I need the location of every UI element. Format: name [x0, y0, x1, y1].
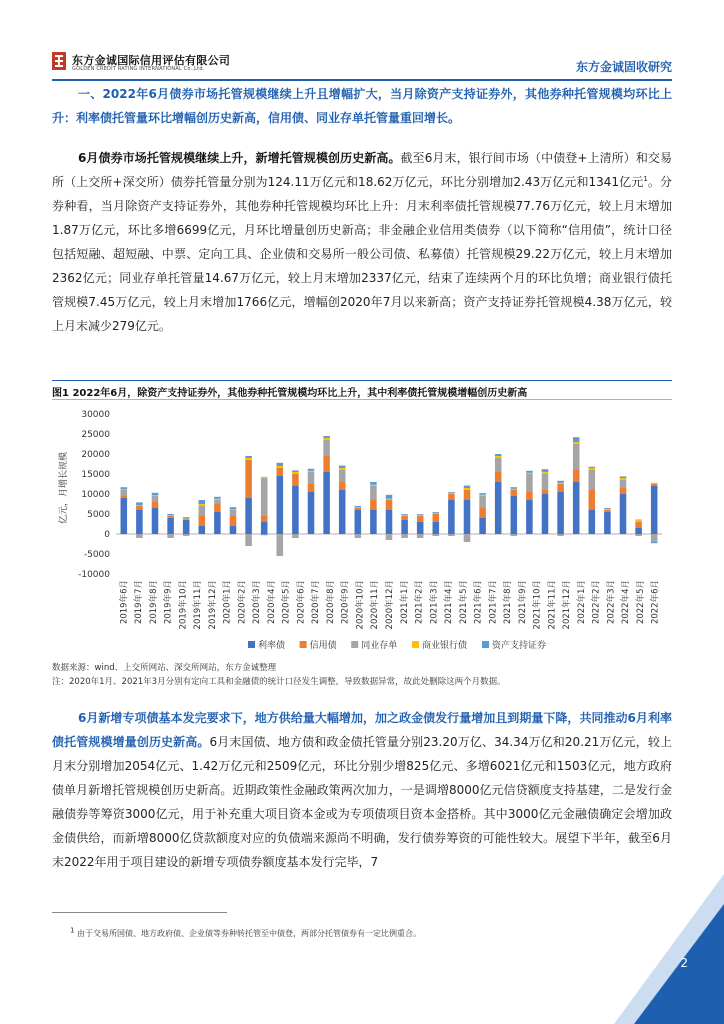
footnote [70, 928, 421, 939]
bar-segment-1 [635, 522, 642, 528]
paragraph-1-lead: 6月债券市场托管规模继续上升，新增托管规模创历史新高。 [78, 151, 401, 165]
bar-segment-2 [573, 444, 580, 470]
x-tick-label: 2019年6月 [119, 580, 130, 625]
bar-segment-3 [511, 489, 518, 490]
x-tick-label: 2020年8月 [325, 580, 336, 625]
bar-segment-3 [589, 468, 596, 470]
bar-segment-4 [136, 502, 143, 505]
bar-segment-4 [542, 469, 549, 472]
bar-segment-3 [386, 499, 393, 500]
bar-segment-0 [417, 522, 424, 534]
paragraph-2-body: 6月末国债、地方债和政金债托管量分别23.20万亿、34.34万亿和20.21万亿元，较上月末分别增加2054亿元、1.42万亿元和2509亿元，环比分别少增825亿元、多增6021亿元和1503亿元，地方政府债单月新增托管规模创历史新高。近期政策性金融政策两次加力，一是调增8000亿元信贷额度支持基建，二是发行金融债券等筹资3000亿元，用于补充重大项目资本金或为专项债项目资本金搭桥。其中3000亿元金融债确定会增加政金债供给，而新增8000亿贷款额度对应的负债端来源尚不明确，发行债券筹资的可能性较大。展望下半年，截至6月末2022年用于项目建设的新增专项债券额度基本发行完毕，7 [52, 735, 672, 869]
bar-segment-3 [167, 515, 174, 516]
y-tick-label: -5000 [83, 550, 110, 560]
x-tick-label: 2021年2月 [414, 580, 425, 625]
legend-swatch [300, 641, 307, 648]
bar-segment-3 [339, 468, 346, 470]
bar-segment-1 [604, 510, 611, 512]
x-tick-label: 2020年7月 [311, 580, 322, 625]
bar-segment-3 [355, 507, 362, 508]
x-tick-label: 2020年2月 [237, 580, 248, 625]
bar-segment-4 [277, 463, 284, 466]
x-tick-label: 2021年5月 [458, 580, 469, 625]
bar-segment-1 [245, 460, 252, 498]
bar-segment-4 [199, 500, 206, 504]
bar-segment-0 [339, 490, 346, 534]
bar-segment-3 [183, 518, 190, 519]
bar-segment-2 [167, 534, 174, 538]
x-tick-label: 2020年4月 [266, 580, 277, 625]
bar-segment-1 [277, 468, 284, 476]
bar-segment-2 [121, 490, 128, 496]
bar-segment-1 [511, 490, 518, 496]
bar-segment-2 [651, 534, 658, 542]
bar-segment-2 [448, 534, 455, 536]
bar-segment-2 [386, 534, 393, 540]
bar-segment-1 [261, 516, 268, 522]
bar-segment-4 [355, 506, 362, 507]
bar-segment-0 [214, 512, 221, 534]
bar-segment-0 [557, 492, 564, 534]
bar-segment-4 [433, 512, 440, 513]
bar-segment-0 [542, 494, 549, 534]
bar-segment-2 [261, 478, 268, 516]
x-tick-label: 2021年4月 [444, 580, 455, 625]
legend-label: 商业银行债 [422, 641, 468, 651]
bar-segment-4 [245, 456, 252, 458]
bar-segment-0 [401, 520, 408, 534]
bar-segment-1 [121, 496, 128, 498]
bar-segment-0 [604, 512, 611, 534]
bar-segment-2 [526, 474, 533, 492]
bar-segment-0 [589, 510, 596, 534]
bar-segment-1 [214, 504, 221, 512]
y-axis-label: 亿元，月增长规模 [59, 451, 69, 525]
bar-segment-0 [277, 476, 284, 534]
bar-segment-3 [604, 509, 611, 510]
bar-segment-0 [308, 492, 315, 534]
bar-segment-0 [511, 496, 518, 534]
bar-segment-2 [542, 474, 549, 490]
x-tick-label: 2019年12月 [207, 580, 218, 630]
bar-segment-3 [573, 442, 580, 444]
bar-segment-4 [464, 486, 471, 488]
bar-segment-0 [245, 498, 252, 534]
bar-segment-3 [230, 509, 237, 510]
bar-segment-4 [651, 542, 658, 543]
page-header [0, 0, 724, 84]
bar-segment-0 [386, 510, 393, 534]
bar-segment-3 [448, 493, 455, 494]
bar-segment-0 [136, 510, 143, 534]
bar-segment-1 [386, 500, 393, 510]
paragraph-1-body-a: 截至6月末，银行间市场（中债登+上清所）和交易所（上交所+深交所）债券托管量分别为124.11万亿元和18.62万亿元，环比分别增加2.43万亿元和1341亿元 [52, 151, 672, 189]
bar-segment-2 [292, 534, 299, 538]
bar-segment-4 [261, 534, 268, 535]
bar-segment-4 [214, 497, 221, 499]
bar-segment-2 [230, 510, 237, 516]
bar-segment-0 [526, 500, 533, 534]
x-tick-label: 2021年6月 [473, 580, 484, 625]
bar-segment-3 [557, 483, 564, 484]
bar-segment-0 [199, 526, 206, 534]
bar-segment-0 [355, 510, 362, 534]
x-tick-label: 2019年9月 [163, 580, 174, 625]
y-tick-label: 10000 [81, 490, 110, 500]
bar-segment-4 [635, 520, 642, 521]
bar-segment-4 [386, 495, 393, 499]
bar-segment-2 [339, 470, 346, 482]
x-tick-label: 2019年10月 [178, 580, 189, 630]
footnote-mark: 1 [70, 926, 75, 935]
x-tick-label: 2020年12月 [385, 580, 395, 630]
x-tick-label: 2021年3月 [429, 580, 440, 625]
bar-segment-1 [355, 508, 362, 510]
bar-segment-1 [323, 456, 330, 472]
bar-segment-1 [620, 488, 627, 494]
chart-bars [121, 436, 658, 556]
bar-segment-1 [526, 492, 533, 500]
bar-segment-3 [479, 495, 486, 496]
bar-segment-3 [495, 456, 502, 458]
bar-segment-3 [433, 513, 440, 514]
x-tick-label: 2019年8月 [148, 580, 159, 625]
bar-segment-3 [199, 504, 206, 506]
bar-segment-2 [464, 534, 471, 542]
bar-segment-0 [261, 522, 268, 534]
bar-segment-2 [401, 534, 408, 538]
bar-segment-2 [589, 470, 596, 490]
bar-segment-2 [214, 500, 221, 504]
figure-top-rule [52, 380, 672, 381]
footnote-text: 由于交易所国债、地方政府债、企业债等券种转托管至中债登，两部分托管债券有一定比例重合。 [77, 929, 422, 938]
bar-segment-3 [651, 483, 658, 484]
stacked-bar-chart [52, 402, 672, 658]
bar-segment-3 [542, 472, 549, 474]
bar-segment-2 [511, 534, 518, 536]
bar-segment-1 [199, 516, 206, 526]
x-tick-label: 2019年11月 [193, 580, 204, 630]
bar-segment-0 [121, 498, 128, 534]
bar-segment-0 [167, 518, 174, 534]
company-name-en: GOLDEN CREDIT RATING INTERNATIONAL Co.,Ltd. [72, 66, 205, 72]
bar-segment-0 [433, 522, 440, 534]
x-tick-label: 2021年8月 [503, 580, 514, 625]
bar-segment-4 [183, 517, 190, 518]
bar-segment-4 [620, 476, 627, 478]
legend-swatch [351, 641, 358, 648]
x-tick-label: 2020年6月 [296, 580, 307, 625]
bar-segment-0 [183, 520, 190, 534]
bar-segment-2 [495, 458, 502, 472]
x-tick-label: 2021年9月 [517, 580, 528, 625]
x-tick-label: 2021年11月 [547, 580, 558, 630]
bar-segment-1 [589, 490, 596, 510]
paragraph-1-body-b: 。分券种看，当月除资产支持证券外，其他券种托管规模均环比上升：月末利率债托管规模77.76万亿元，较上月末增加1.87万亿元，环比多增6699亿元，月环比增量创历史新高；非金融企业信用类债券（以下简称“信用债”，统计口径包括短融、超短融、中票、定向工具、企业债和交易所一般公司债、私募债）托管规模29.22万亿元，较上月末增加2362亿元；同业存单托管量14.67万亿元，较上月末增加2337亿元，结束了连续两个月的环比负增；商业银行债托管规模7.45万亿元，较上月末增加1766亿元，增幅创2020年7月以来新高；资产支持证券托管规模4.38万亿元，较上月末减少279亿元。 [52, 175, 672, 333]
bar-segment-0 [230, 526, 237, 534]
section-heading: 一、2022年6月债券市场托管规模继续上升且增幅扩大，当月除资产支持证券外，其他券种托管规模均环比上升：利率债托管量环比增幅创历史新高，信用债、同业存单托管量重回增长。 [52, 87, 672, 125]
legend-swatch [412, 641, 419, 648]
bar-segment-1 [152, 502, 159, 508]
bar-segment-2 [199, 506, 206, 516]
x-tick-label: 2022年6月 [650, 580, 661, 625]
bar-segment-2 [277, 534, 284, 556]
bar-segment-1 [167, 516, 174, 518]
x-tick-label: 2019年7月 [134, 580, 145, 625]
bar-segment-2 [620, 480, 627, 488]
bar-segment-3 [308, 471, 315, 472]
bar-segment-2 [479, 496, 486, 508]
bar-segment-4 [401, 514, 408, 515]
x-tick-label: 2022年2月 [591, 580, 602, 625]
bar-segment-4 [292, 470, 299, 472]
bar-segment-4 [573, 437, 580, 442]
x-tick-label: 2020年5月 [281, 580, 292, 625]
x-tick-label: 2021年1月 [399, 580, 410, 625]
bar-segment-3 [526, 473, 533, 474]
bar-segment-1 [308, 484, 315, 492]
bar-segment-4 [121, 487, 128, 489]
bar-segment-2 [245, 534, 252, 546]
bar-segment-4 [589, 467, 596, 468]
bar-segment-3 [370, 485, 377, 486]
x-tick-label: 2022年1月 [576, 580, 587, 625]
footnote-rule [52, 912, 227, 913]
bar-segment-3 [620, 478, 627, 480]
legend-swatch [482, 641, 489, 648]
footnote-ref[interactable]: 1 [643, 175, 648, 183]
bar-segment-1 [339, 482, 346, 490]
y-tick-label: 25000 [81, 430, 110, 440]
bar-segment-0 [152, 508, 159, 534]
bar-segment-4 [511, 487, 518, 489]
bar-segment-1 [464, 490, 471, 500]
figure-source: 数据来源：wind、上交所网站、深交所网站，东方金诚整理 [52, 663, 277, 673]
bar-segment-3 [635, 520, 642, 522]
bar-segment-0 [573, 482, 580, 534]
bar-segment-1 [183, 519, 190, 520]
bar-segment-0 [323, 472, 330, 534]
x-tick-label: 2022年3月 [606, 580, 617, 625]
bar-segment-1 [651, 484, 658, 486]
figure-title: 图1 2022年6月，除资产支持证券外，其他券种托管规模均环比上升，其中利率债托管规模增幅创历史新高 [52, 388, 528, 399]
bar-segment-2 [308, 472, 315, 484]
bar-segment-4 [230, 507, 237, 509]
bar-segment-1 [495, 472, 502, 482]
y-tick-label: 5000 [87, 510, 110, 520]
legend-label: 资产支持证券 [492, 641, 547, 651]
legend-label: 信用债 [309, 641, 337, 651]
y-axis-ticks [78, 410, 110, 580]
bar-segment-1 [292, 474, 299, 486]
y-tick-label: -10000 [78, 570, 110, 580]
bar-segment-3 [401, 515, 408, 516]
bar-segment-3 [464, 488, 471, 490]
bar-segment-2 [635, 534, 642, 536]
bar-segment-0 [651, 486, 658, 534]
bar-segment-4 [339, 466, 346, 468]
bar-segment-3 [121, 489, 128, 490]
legend-label: 利率债 [258, 641, 286, 651]
paragraph-1 [52, 146, 672, 338]
bar-segment-4 [152, 493, 159, 495]
bar-segment-2 [136, 534, 143, 538]
header-rule [52, 79, 672, 81]
x-tick-label: 2020年10月 [355, 580, 366, 630]
x-tick-label: 2020年9月 [340, 580, 351, 625]
bar-segment-2 [433, 534, 440, 536]
bar-segment-4 [448, 492, 455, 493]
bar-segment-4 [604, 508, 611, 509]
bar-segment-3 [245, 458, 252, 460]
bar-segment-4 [323, 436, 330, 438]
bar-segment-4 [479, 493, 486, 495]
bar-segment-1 [557, 484, 564, 492]
bar-segment-0 [479, 518, 486, 534]
bar-segment-0 [448, 500, 455, 534]
bar-segment-2 [152, 496, 159, 502]
legend-label: 同业存单 [361, 641, 398, 651]
bar-segment-1 [401, 516, 408, 520]
bar-segment-4 [167, 514, 174, 515]
bar-segment-4 [526, 471, 533, 473]
x-tick-label: 2020年1月 [222, 580, 233, 625]
bar-segment-2 [417, 534, 424, 538]
chart-legend [248, 639, 546, 651]
x-tick-label: 2021年10月 [532, 580, 543, 630]
bar-segment-0 [292, 486, 299, 534]
bar-segment-3 [261, 477, 268, 478]
bar-segment-1 [479, 508, 486, 518]
y-tick-label: 15000 [81, 470, 110, 480]
bar-segment-1 [542, 490, 549, 494]
y-axis-label-group [57, 452, 69, 524]
x-axis-ticks [118, 580, 660, 629]
bar-segment-3 [292, 472, 299, 474]
bar-segment-0 [495, 482, 502, 534]
bar-segment-3 [214, 499, 221, 500]
bar-segment-1 [573, 470, 580, 482]
bar-segment-3 [277, 466, 284, 468]
bar-segment-0 [620, 494, 627, 534]
y-tick-label: 20000 [81, 450, 110, 460]
bar-segment-4 [557, 481, 564, 483]
bar-segment-3 [323, 438, 330, 440]
x-tick-label: 2022年5月 [635, 580, 646, 625]
bar-segment-4 [495, 454, 502, 456]
bar-segment-1 [136, 506, 143, 510]
bar-segment-4 [417, 514, 424, 515]
bar-segment-2 [557, 534, 564, 536]
brand-title: 东方金诚固收研究 [575, 60, 672, 74]
y-tick-label: 30000 [81, 410, 110, 420]
bar-segment-3 [136, 505, 143, 506]
paragraph-2-lead: 6月新增专项债基本发完要求下，地方供给量大幅增加，加之政金债发行量增加且到期量下降，共同推动6月利率债托管规模增量创历史新高。 [52, 711, 672, 749]
company-name: 东方金诚国际信用评估有限公司 [72, 54, 231, 67]
bar-segment-3 [417, 515, 424, 516]
bar-segment-1 [370, 500, 377, 510]
bar-segment-0 [635, 528, 642, 534]
y-tick-label: 0 [104, 530, 110, 540]
x-tick-label: 2022年4月 [621, 580, 632, 625]
bar-segment-4 [308, 469, 315, 471]
bar-segment-1 [230, 516, 237, 526]
bar-segment-2 [323, 440, 330, 456]
legend-swatch [248, 641, 255, 648]
paragraph-2 [52, 706, 672, 874]
bar-segment-4 [370, 482, 377, 485]
bar-segment-2 [183, 534, 190, 536]
x-tick-label: 2021年12月 [562, 580, 573, 630]
x-tick-label: 2020年3月 [252, 580, 263, 625]
x-tick-label: 2020年11月 [370, 580, 381, 630]
page-corner-decoration [614, 874, 724, 1024]
figure-title-rule [52, 399, 672, 400]
bar-segment-1 [433, 514, 440, 522]
company-logo-icon [52, 52, 66, 70]
bar-segment-0 [464, 500, 471, 534]
bar-segment-2 [370, 486, 377, 500]
bar-segment-3 [152, 495, 159, 496]
bar-segment-1 [448, 494, 455, 500]
x-tick-label: 2021年7月 [488, 580, 499, 625]
page-number: 2 [680, 956, 688, 970]
bar-segment-1 [417, 516, 424, 522]
figure-note: 注：2020年1月、2021年3月分别有定向工具和金融债的统计口径发生调整，导致数据异常，故此处删除这两个月数据。 [52, 677, 506, 687]
bar-segment-0 [370, 510, 377, 534]
bar-segment-2 [355, 534, 362, 538]
